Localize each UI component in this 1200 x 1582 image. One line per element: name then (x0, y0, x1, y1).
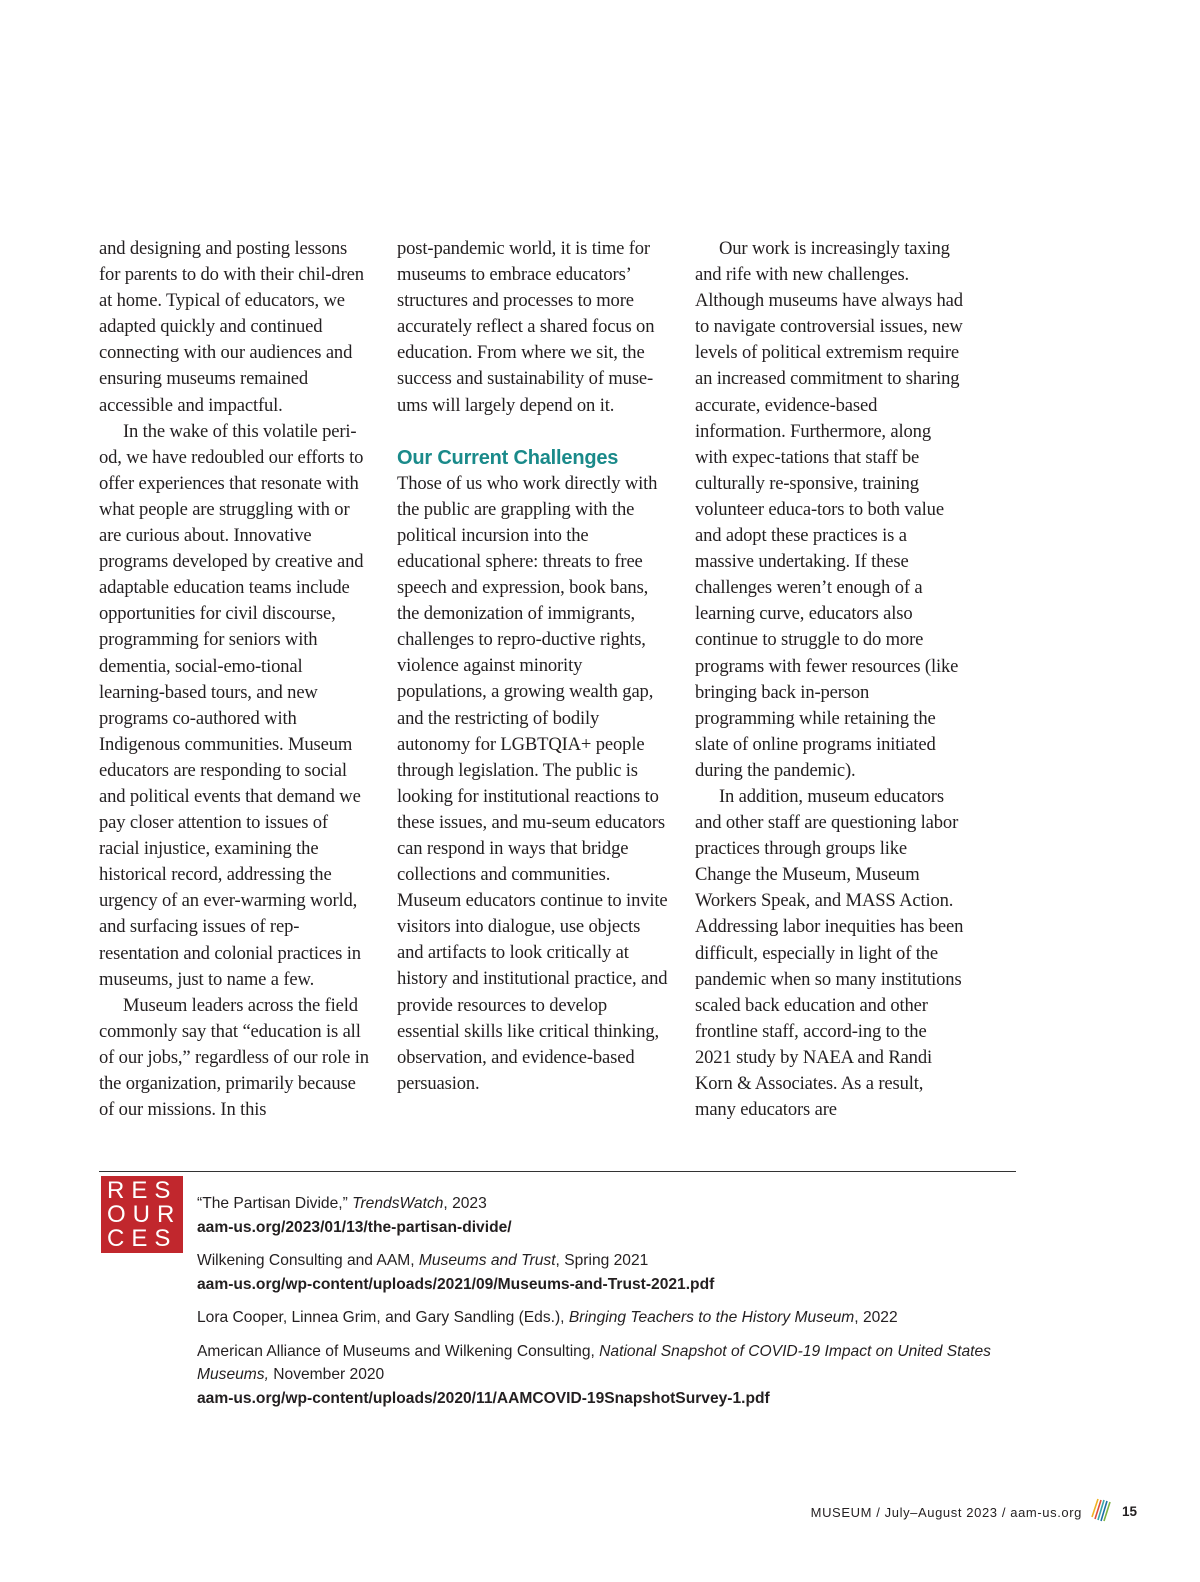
paragraph: In addition, museum educators and other staff are questioning labor practices through groups like Change the Museum, Museum Workers Speak, and MASS Action. Addressing labor inequities has been difficult, especially in light of the pandemic when so many institutions scaled back education and other frontline staff, accord-ing to the 2021 study by NAEA and Randi Korn & Associates. As a result, many educators are (695, 785, 964, 1121)
resource-link[interactable]: aam-us.org/2023/01/13/the-partisan-divide/ (197, 1218, 512, 1236)
paragraph: post-pandemic world, it is time for museums to embrace educators’ structures and processes to more accurately reflect a shared focus on education. From where we sit, the success and sustainability of muse-ums will largely depend on it. (397, 238, 655, 416)
resources-badge-line: CES (107, 1225, 178, 1252)
resource-citation: Wilkening Consulting and AAM, (197, 1252, 419, 1269)
section-heading: Our Current Challenges (397, 446, 619, 469)
resources-badge-line: OUR (107, 1201, 182, 1228)
resource-title: National Snapshot of COVID-19 Impact on United States Museums, (197, 1342, 991, 1383)
paragraph: In the wake of this volatile peri-od, we have redoubled our efforts to offer experiences that resonate with what people are struggling with or are curious about. Innovative programs developed by creative and adaptable education teams include opportunities for civil discourse, programming for seniors with dementia, social-emo-tional learning-based tours, and new programs co-authored with Indigenous communities. Museum educators are responding to social and political events that demand we pay closer attention to issues of racial injustice, examining the historical record, addressing the urgency of an ever-warming world, and surfacing issues of rep-resentation and colonial practices in museums, just to name a few. (99, 420, 364, 990)
article-column-3 (695, 236, 967, 1123)
resource-title: Bringing Teachers to the History Museum (568, 1309, 855, 1326)
resource-title: TrendsWatch (352, 1195, 444, 1212)
resource-item (197, 1340, 1037, 1411)
resource-link[interactable]: aam-us.org/wp-content/uploads/2020/11/AAMCOVID-19SnapshotSurvey-1.pdf (197, 1389, 770, 1407)
resources-list (197, 1192, 1037, 1420)
resource-title: Museums and Trust (418, 1252, 556, 1269)
resource-citation: American Alliance of Museums and Wilkening Consulting, (197, 1342, 600, 1360)
resources-divider (99, 1171, 1016, 1172)
resource-item (197, 1249, 1037, 1296)
paragraph: Museum leaders across the field commonly say that “education is all of our jobs,” regardless of our role in the organization, primarily because of our missions. In this (99, 994, 369, 1121)
aam-stripes-logo-icon (1089, 1495, 1113, 1523)
resource-link[interactable]: aam-us.org/wp-content/uploads/2021/09/Museums-and-Trust-2021.pdf (197, 1275, 715, 1293)
paragraph: and designing and posting lessons for parents to do with their chil-dren at home. Typical of educators, we adapted quickly and continued connecting with our audiences and ensuring museums remained accessible and impactful. (99, 238, 364, 416)
resources-badge-line: RES (107, 1177, 178, 1204)
paragraph: Those of us who work directly with the public are grappling with the political incursion into the educational sphere: threats to free speech and expression, book bans, the demonization of immigrants, challenges to repro-ductive rights, violence against minority populations, a growing wealth gap, and the restricting of bodily autonomy for LGBTQIA+ people through legislation. The public is looking for institutional reactions to these issues, and mu-seum educators can respond in ways that bridge collections and communities. Museum educators continue to invite visitors into dialogue, use objects and artifacts to look critically at history and institutional practice, and provide resources to develop essential skills like critical thinking, observation, and evidence-based persuasion. (397, 472, 668, 1094)
resource-item (197, 1192, 1037, 1239)
resource-item (197, 1306, 1037, 1330)
resource-date: November 2020 (268, 1366, 385, 1383)
page-number: 15 (1122, 1504, 1138, 1519)
article-column-1 (99, 236, 371, 1123)
resource-date: , Spring 2021 (555, 1252, 649, 1269)
paragraph: Our work is increasingly taxing and rife with new challenges. Although museums have always had to navigate controversial issues, new levels of political extremism require an increased commitment to sharing accurate, evidence-based information. Furthermore, along with expec-tations that staff be culturally re-sponsive, training volunteer educa-tors to both value and adopt these practices is a massive undertaking. If these challenges weren’t enough of a learning curve, educators also continue to struggle to do more programs with fewer resources (like bringing back in-person programming while retaining the slate of online programs initiated during the pandemic). (695, 238, 963, 781)
page-footer: MUSEUM / July–August 2023 / aam-us.org (810, 1505, 1082, 1520)
resource-date: , 2022 (854, 1309, 898, 1326)
resource-citation: Lora Cooper, Linnea Grim, and Gary Sandling (Eds.), (197, 1309, 569, 1326)
resource-citation: “The Partisan Divide,” (197, 1195, 353, 1212)
article-column-2 (397, 236, 669, 1097)
resources-badge (101, 1176, 183, 1253)
resource-date: , 2023 (443, 1195, 487, 1212)
